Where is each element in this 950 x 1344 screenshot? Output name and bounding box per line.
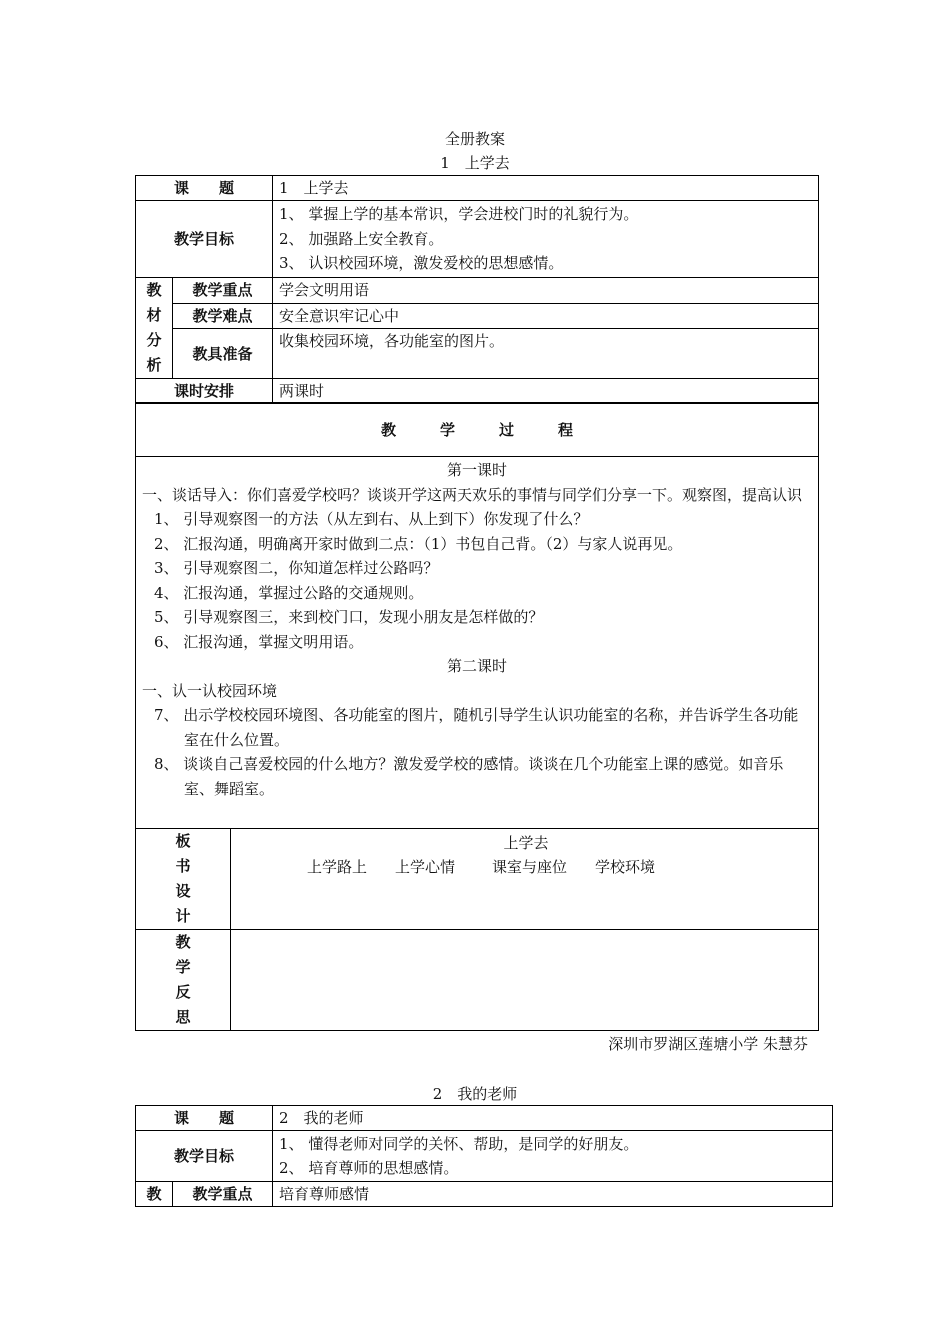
l2-goals-label: 教学目标 xyxy=(136,1131,273,1182)
board-item: 上学路上 xyxy=(307,858,368,876)
period2-item: 7、 出示学校校园环境图、各功能室的图片，随机引导学生认识功能室的名称，并告诉学生各功能室在什么位置。 xyxy=(154,706,799,749)
schedule-value: 两课时 xyxy=(273,379,819,404)
period1-intro: 一、谈话导入：你们喜爱学校吗？谈谈开学这两天欢乐的事情与同学们分享一下。观察图，提高认识 xyxy=(142,485,803,504)
document-title: 全册教案 xyxy=(444,130,505,148)
board-title: 上学去 xyxy=(503,834,549,852)
board-item: 上学心情 xyxy=(395,858,456,876)
l2-topic-value: 2 我的老师 xyxy=(273,1106,833,1131)
lesson2-info-table xyxy=(135,1105,833,1207)
analysis-label: 教 材 分 析 xyxy=(136,278,173,379)
lesson1-process-table xyxy=(135,402,819,1031)
prep-value: 收集校园环境，各功能室的图片。 xyxy=(273,329,819,379)
goal-item: 2、 加强路上安全教育。 xyxy=(279,229,444,248)
difficulty-value: 安全意识牢记心中 xyxy=(273,303,819,329)
reflection-content xyxy=(231,930,819,1031)
goals-label: 教学目标 xyxy=(136,201,273,278)
l2-goals-cell xyxy=(273,1131,833,1182)
board-label: 板 书 设 计 xyxy=(136,829,231,930)
lesson1-info-table xyxy=(135,175,819,404)
l2-key-label: 教学重点 xyxy=(173,1182,273,1207)
l2-goal-item: 1、 懂得老师对同学的关怀、帮助，是同学的好朋友。 xyxy=(279,1134,639,1153)
period1-item: 4、 汇报沟通，掌握过公路的交通规则。 xyxy=(154,583,424,602)
board-item: 学校环境 xyxy=(595,858,656,876)
key-label: 教学重点 xyxy=(173,278,273,304)
process-content xyxy=(136,457,819,829)
goal-item: 3、 认识校园环境，激发爱校的思想感情。 xyxy=(279,254,564,273)
goals-cell xyxy=(273,201,819,278)
period1-item: 5、 引导观察图三，来到校门口，发现小朋友是怎样做的？ xyxy=(154,608,544,626)
topic-value: 1 上学去 xyxy=(273,176,819,201)
board-item: 课室与座位 xyxy=(492,858,568,876)
period1-title: 第一课时 xyxy=(446,461,507,479)
signature: 深圳市罗湖区莲塘小学 朱慧芬 xyxy=(608,1035,808,1053)
reflection-label: 教 学 反 思 xyxy=(136,930,231,1031)
period1-item: 6、 汇报沟通，掌握文明用语。 xyxy=(154,632,364,651)
board-items xyxy=(231,855,818,879)
period2-item: 8、 谈谈自己喜爱校园的什么地方？激发爱学校的感情。谈谈在几个功能室上课的感觉。如音乐室、舞蹈室。 xyxy=(154,755,784,798)
board-design xyxy=(231,829,819,930)
difficulty-label: 教学难点 xyxy=(173,303,273,329)
lesson2-heading: 2 我的老师 xyxy=(432,1085,518,1103)
lesson1-heading: 1 上学去 xyxy=(440,154,510,172)
period2-title: 第二课时 xyxy=(446,657,507,675)
l2-topic-label: 课 题 xyxy=(136,1106,273,1131)
process-heading: 教 学 过 程 xyxy=(136,403,819,457)
topic-label: 课 题 xyxy=(136,176,273,201)
schedule-label: 课时安排 xyxy=(136,379,273,404)
goal-item: 1、 掌握上学的基本常识，学会进校门时的礼貌行为。 xyxy=(279,205,639,224)
period1-item: 2、 汇报沟通，明确离开家时做到二点：（1）书包自己背。（2）与家人说再见。 xyxy=(154,534,683,553)
period1-item: 3、 引导观察图二，你知道怎样过公路吗？ xyxy=(154,559,439,577)
l2-analysis-label: 教 xyxy=(136,1182,173,1207)
l2-key-value: 培育尊师感情 xyxy=(273,1182,833,1207)
period1-item: 1、 引导观察图一的方法（从左到右、从上到下）你发现了什么？ xyxy=(154,510,589,528)
l2-goal-item: 2、 培育尊师的思想感情。 xyxy=(279,1159,459,1177)
key-value: 学会文明用语 xyxy=(273,278,819,304)
period2-intro: 一、认一认校园环境 xyxy=(142,681,278,700)
prep-label: 教具准备 xyxy=(173,329,273,379)
